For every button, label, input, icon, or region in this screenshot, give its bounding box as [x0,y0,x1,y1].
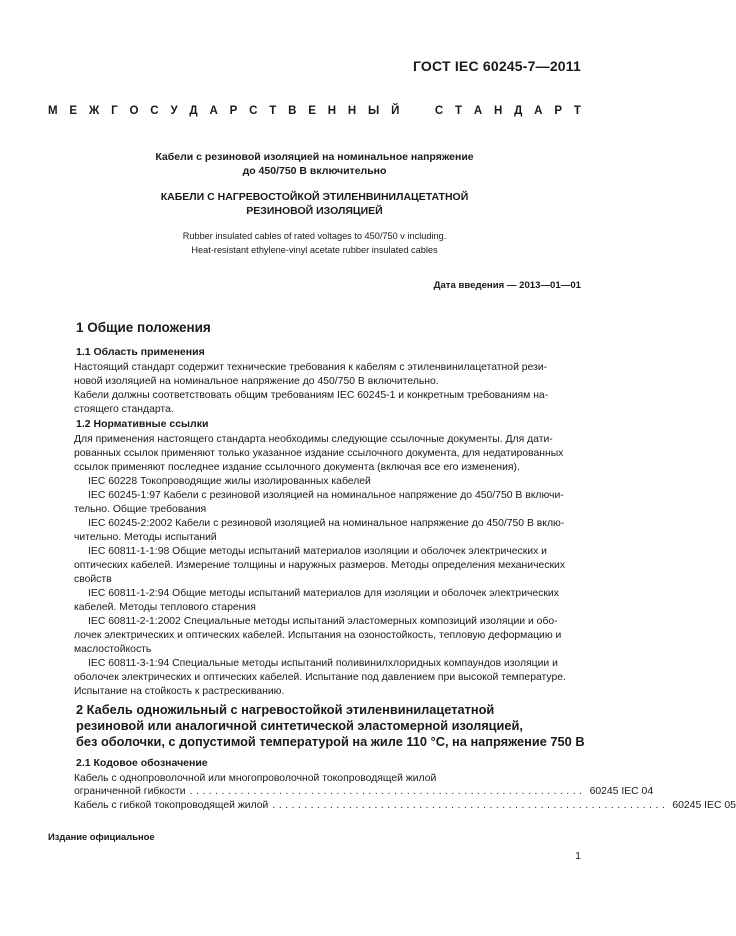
reference-line: маслостойкость [74,644,152,655]
reference-line: Испытание на стойкость к растрескиванию. [74,686,285,697]
banner-letter: Й [391,105,400,117]
section-2-heading-line-1: 2 Кабель одножильный с нагревостойкой этиленвинилацетатной [76,702,495,717]
reference-line: лочек электрических и оптических кабелей. Испытания на озоностойкость, тепловую деформацию и [74,630,562,641]
reference-line: IEC 60811-1-2:94 Общие методы испытаний материалов для изоляции и оболочек электрических [88,588,559,599]
section-1-1-heading: 1.1 Область применения [76,346,205,358]
banner-letter: С [249,105,258,117]
banner-letter: М [48,105,58,117]
title-caps-line-1: КАБЕЛИ С НАГРЕВОСТОЙКОЙ ЭТИЛЕНВИНИЛАЦЕТАТНОЙ [160,191,469,203]
banner-letter: А [209,105,218,117]
banner-letter: С [150,105,159,117]
section-2-heading-line-2: резиновой или аналогичной синтетической эластомерной изоляцией, [76,718,523,733]
reference-line: IEC 60245-1:97 Кабели с резиновой изоляцией на номинальное напряжение до 450/750 В включи- [88,490,564,501]
reference-line: IEC 60811-1-1:98 Общие методы испытаний материалов изоляции и оболочек электрических и [88,546,547,557]
banner-letter: Д [189,105,198,117]
section-1-heading: 1 Общие положения [76,320,211,335]
dot-leader: .............................................................. [189,786,586,797]
title-ru-line-2: до 450/750 В включительно [242,165,387,177]
reference-line: IEC 60245-2:2002 Кабели с резиновой изоляцией на номинальное напряжение до 450/750 В вклю- [88,518,565,529]
code-row-label-line: Кабель с однопроволочной или многопроволочной токопроводящей жилой [74,773,437,784]
code-row-label: ограниченной гибкости [74,786,186,797]
paragraph-line: рованных ссылок применяют только указанное издание ссылочного документа, для недатированных [74,448,564,459]
banner-letter: Ж [88,105,100,117]
reference-line: кабелей. Методы теплового старения [74,602,256,613]
standard-number: ГОСТ IEC 60245-7—2011 [412,58,581,74]
banner-letter: О [129,105,139,117]
reference-line: IEC 60811-2-1:2002 Специальные методы испытаний эластомерных композиций изоляции и обо- [88,616,558,627]
standard-type-banner [48,105,581,117]
banner-letter: Т [269,105,277,117]
section-2-heading-line-3: без оболочки, с допустимой температурой на жиле 110 °С, на напряжение 750 В [76,734,585,749]
code-row-cables-1 [74,786,654,797]
banner-letter: Е [308,105,316,117]
dot-leader: .............................................................. [272,800,669,811]
banner-letter: Н [494,105,503,117]
reference-line: свойств [74,574,112,585]
reference-line: тельно. Общие требования [74,504,207,515]
paragraph-line: Для применения настоящего стандарта необходимы следующие ссылочные документы. Для дати- [74,434,553,445]
banner-letter: У [170,105,178,117]
paragraph-line: ссылок применяют последнее издание ссылочного документа (включая все его изменения). [74,462,520,473]
title-en-line-1: Rubber insulated cables of rated voltages to 450/750 v including. [182,231,447,241]
paragraph-line: новой изоляцией на номинальное напряжение до 450/750 В включительно. [74,376,439,387]
banner-letter: Е [69,105,78,117]
paragraph-line: стоящего стандарта. [74,404,174,415]
banner-letter: Р [229,105,238,117]
banner-letter: Н [347,105,357,117]
paragraph-line: Настоящий стандарт содержит технические требования к кабелям с этиленвинилацетатной рези- [74,362,548,373]
reference-line: чительно. Методы испытаний [74,532,217,543]
page-number: 1 [575,850,581,862]
title-caps-line-2: РЕЗИНОВОЙ ИЗОЛЯЦИЕЙ [246,205,383,217]
reference-line: IEC 60228 Токопроводящие жилы изолированных кабелей [88,476,371,487]
title-en-line-2: Heat-resistant ethylene-vinyl acetate rubber insulated cables [191,245,438,255]
banner-letter: Ы [368,105,380,117]
code-row-value: 60245 IEC 05 [672,800,736,811]
code-row-value: 60245 IEC 04 [589,786,654,797]
banner-letter: Р [554,105,562,117]
banner-letter: Г [111,105,118,117]
section-2-1-heading: 2.1 Кодовое обозначение [76,757,208,769]
section-1-2-heading: 1.2 Нормативные ссылки [76,418,209,430]
reference-line: IEC 60811-3-1:94 Специальные методы испытаний поливинилхлоридных компаундов изоляции и [88,658,558,669]
reference-line: оптических кабелей. Измерение толщины и наружных размеров. Методы определения механических [74,560,566,571]
code-row-cables-2 [74,800,736,811]
introduction-date: Дата введения — 2013—01—01 [433,280,581,291]
banner-letter: А [473,105,483,117]
banner-letter: Т [573,105,581,117]
code-row-label: Кабель с гибкой токопроводящей жилой [74,800,269,811]
banner-letter: Д [514,105,523,117]
reference-line: оболочек электрических и оптических кабелей. Испытание под давлением при высокой температуре. [74,672,566,683]
paragraph-line: Кабели должны соответствовать общим требованиям IEC 60245-1 и конкретным требованиям на- [74,390,549,401]
banner-letter: В [288,105,297,117]
banner-letter: С [434,105,444,117]
banner-letter: А [534,105,543,117]
title-ru-line-1: Кабели с резиновой изоляцией на номинальное напряжение [155,151,474,163]
banner-letter: Н [327,105,337,117]
official-edition-note: Издание официальное [48,831,155,842]
banner-letter: Т [455,105,463,117]
